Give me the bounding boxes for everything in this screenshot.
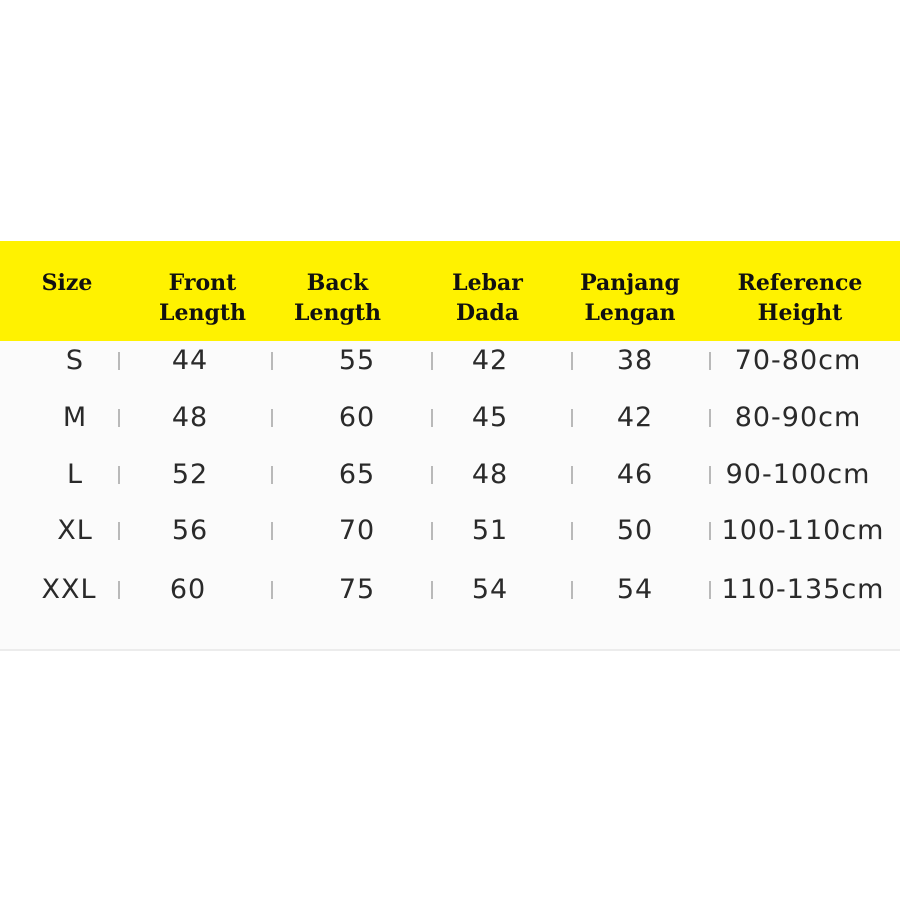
table-row — [0, 341, 900, 391]
back-length-cell: 75 — [338, 574, 376, 605]
size-cell: L — [66, 459, 84, 490]
table-row — [0, 511, 900, 561]
header-panjang-lengan: Panjang Lengan — [580, 270, 680, 326]
column-divider — [431, 466, 433, 484]
panjang-lengan-cell: 54 — [616, 574, 654, 605]
column-divider — [431, 581, 433, 599]
column-divider — [271, 522, 273, 540]
column-divider — [571, 352, 573, 370]
header-back-length: Back Length — [293, 270, 381, 326]
column-divider — [709, 409, 711, 427]
front-length-cell: 48 — [171, 402, 209, 433]
column-divider — [709, 581, 711, 599]
header-reference-height: Reference Height — [737, 270, 863, 326]
lebar-dada-cell: 42 — [471, 345, 509, 376]
column-divider — [571, 581, 573, 599]
column-divider — [118, 581, 120, 599]
lebar-dada-cell: 45 — [471, 402, 509, 433]
size-cell: XL — [57, 515, 93, 546]
back-length-cell: 60 — [338, 402, 376, 433]
column-divider — [571, 409, 573, 427]
column-divider — [431, 409, 433, 427]
front-length-cell: 56 — [171, 515, 209, 546]
column-divider — [118, 522, 120, 540]
size-cell: S — [65, 345, 85, 376]
back-length-cell: 65 — [338, 459, 376, 490]
column-divider — [709, 352, 711, 370]
reference-height-cell: 90-100cm — [725, 459, 871, 490]
column-divider — [571, 522, 573, 540]
reference-height-cell: 110-135cm — [721, 574, 885, 605]
column-divider — [271, 466, 273, 484]
header-size: Size — [41, 270, 93, 296]
column-divider — [118, 409, 120, 427]
reference-height-cell: 80-90cm — [734, 402, 862, 433]
front-length-cell: 44 — [171, 345, 209, 376]
size-chart-header — [0, 241, 900, 341]
panjang-lengan-cell: 42 — [616, 402, 654, 433]
lebar-dada-cell: 54 — [471, 574, 509, 605]
lebar-dada-cell: 51 — [471, 515, 509, 546]
front-length-cell: 60 — [169, 574, 207, 605]
back-length-cell: 55 — [338, 345, 376, 376]
header-lebar-dada: Lebar Dada — [452, 270, 523, 326]
column-divider — [709, 522, 711, 540]
size-cell: XXL — [41, 574, 97, 605]
column-divider — [271, 581, 273, 599]
panjang-lengan-cell: 46 — [616, 459, 654, 490]
column-divider — [431, 352, 433, 370]
header-front-length: Front Length — [158, 270, 246, 326]
column-divider — [271, 352, 273, 370]
table-bottom-edge — [0, 649, 900, 651]
column-divider — [271, 409, 273, 427]
reference-height-cell: 100-110cm — [721, 515, 885, 546]
table-row — [0, 455, 900, 505]
table-row — [0, 570, 900, 620]
reference-height-cell: 70-80cm — [734, 345, 862, 376]
column-divider — [431, 522, 433, 540]
panjang-lengan-cell: 38 — [616, 345, 654, 376]
size-cell: M — [62, 402, 88, 433]
panjang-lengan-cell: 50 — [616, 515, 654, 546]
table-row — [0, 398, 900, 448]
column-divider — [709, 466, 711, 484]
lebar-dada-cell: 48 — [471, 459, 509, 490]
column-divider — [118, 352, 120, 370]
back-length-cell: 70 — [338, 515, 376, 546]
front-length-cell: 52 — [171, 459, 209, 490]
column-divider — [571, 466, 573, 484]
column-divider — [118, 466, 120, 484]
